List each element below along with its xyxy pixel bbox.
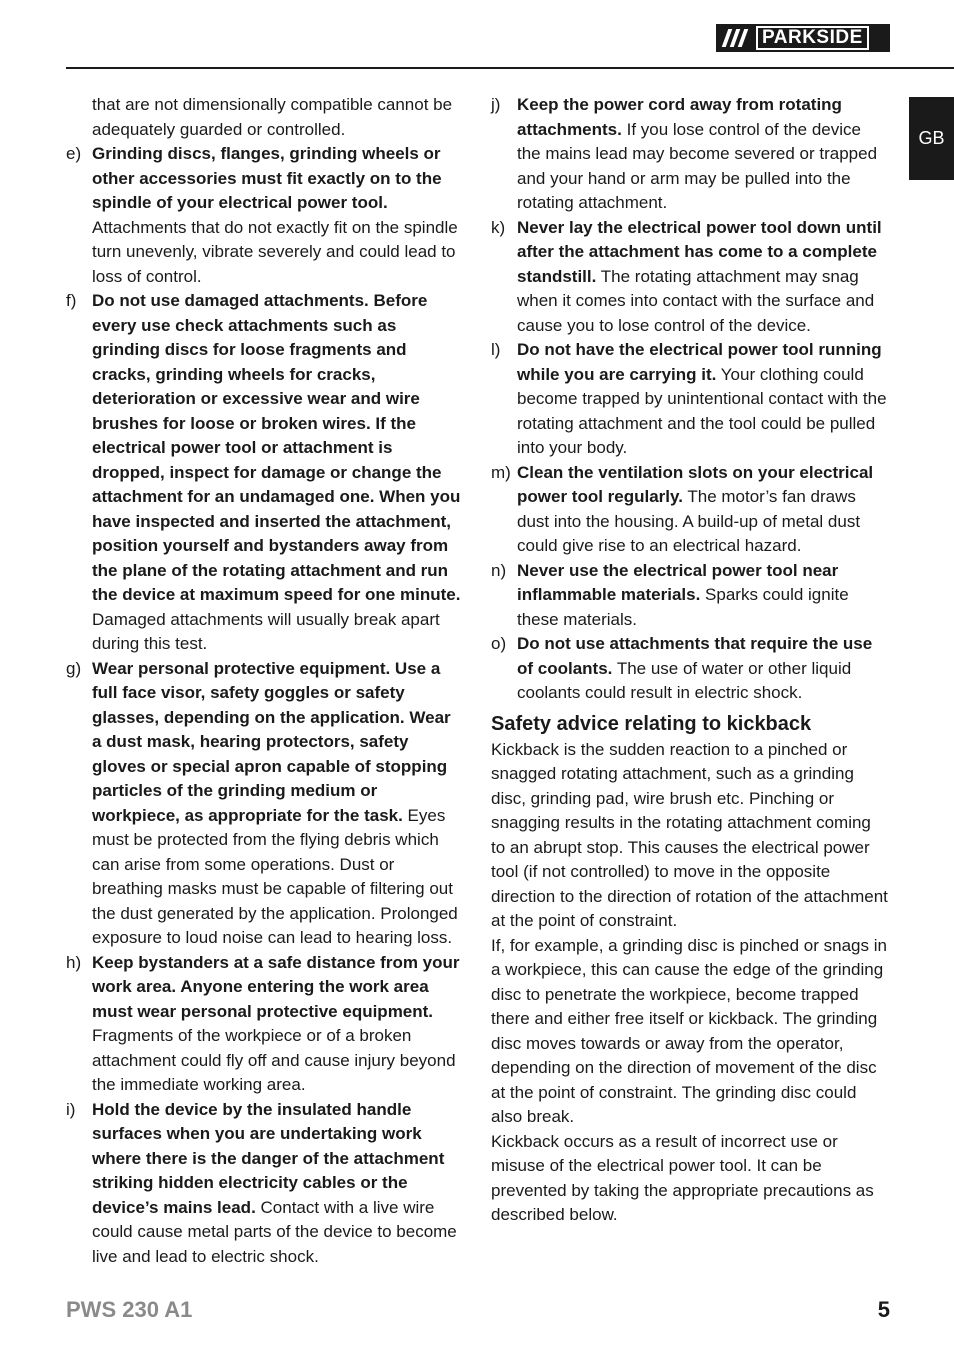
- item-normal-text: Fragments of the workpiece or of a broken attachment could fly off and cause injury beyond the immediate working area.: [92, 1026, 456, 1094]
- paragraph: Kickback is the sudden reaction to a pinched or snagged rotating attachment, such as a grinding disc, grinding pad, wire brush etc. Pinching or snagging results in the rotating attachment coming to an abrupt stop. This causes the electrical power tool (if not controlled) to move in the opposite direction to the direction of rotation of the attachment at the point of constraint.: [491, 739, 888, 930]
- item-marker: j): [491, 95, 501, 114]
- logo-slashes-icon: [716, 24, 754, 52]
- language-tab: GB: [909, 97, 954, 180]
- item-marker: n): [491, 560, 507, 580]
- item-normal-text: Sparks could ignite these materials.: [517, 585, 849, 629]
- item-bold-text: Do not use damaged attachments. Before every use check attachments such as grinding discs for loose fragments and cracks, grinding wheels for cracks, deterioration or excessive wear and wire brushes for loose or broken wires. If the electrical power tool or attachment is dropped, inspect for damage or change the attachment for an undamaged one. When you have inspected and inserted the attachment, position yourself and bystanders away from the plane of the rotating attachment and run the device at maximum speed for one minute.: [92, 291, 461, 604]
- model-number: PWS 230 A1: [66, 1297, 193, 1322]
- item-marker: f): [66, 291, 77, 310]
- section-heading: Safety advice relating to kickback: [491, 712, 812, 735]
- item-marker: o): [491, 634, 507, 653]
- item-marker: g): [66, 658, 82, 678]
- item-bold-text: Keep bystanders at a safe distance from your work area. Anyone entering the work area must wear personal protective equipment.: [92, 952, 460, 1021]
- list-item: [66, 657, 464, 951]
- list-item: [66, 951, 464, 1098]
- item-marker: l): [491, 340, 501, 359]
- list-item: [66, 289, 464, 657]
- page-number: 5: [877, 1297, 890, 1322]
- list-item: [491, 461, 889, 559]
- list-item: [66, 142, 464, 289]
- paragraph: If, for example, a grinding disc is pinched or snags in a workpiece, this can cause the edge of the grinding disc to penetrate the workpiece, become trapped there and either free itself or kickback. The grinding disc moves towards or away from the operator, depending on the direction of movement of the disc at the point of constraint. The grinding disc could also break.: [491, 935, 887, 1126]
- left-column: [66, 93, 464, 1269]
- header-rule: [66, 67, 954, 69]
- item-marker: e): [66, 144, 82, 163]
- list-item: [491, 559, 889, 633]
- item-normal-text: If you lose control of the device the mains lead may become severed or trapped and your hand or arm may be pulled into the rotating attachment.: [517, 119, 878, 212]
- item-normal-text: Contact with a live wire could cause metal parts of the device to become live and lead to electric shock.: [92, 1197, 457, 1266]
- list-item: [491, 338, 889, 461]
- item-bold-text: Keep the power cord away from rotating attachments.: [517, 95, 842, 139]
- item-bold-text: Grinding discs, flanges, grinding wheels or other accessories must fit exactly on to the spindle of your electrical power tool.: [92, 144, 442, 212]
- continuation-text: that are not dimensionally compatible cannot be adequately guarded or controlled.: [92, 95, 453, 139]
- item-marker: k): [491, 217, 506, 237]
- item-marker: i): [66, 1099, 76, 1119]
- item-normal-text: Damaged attachments will usually break apart during this test.: [92, 609, 440, 653]
- list-item: [491, 632, 889, 706]
- item-bold-text: Clean the ventilation slots on your electrical power tool regularly.: [517, 462, 874, 506]
- list-item: [66, 1098, 464, 1270]
- parkside-logo: [716, 24, 890, 52]
- paragraph: Kickback occurs as a result of incorrect use or misuse of the electrical power tool. It can be prevented by taking the appropriate precautions as described below.: [491, 1131, 874, 1224]
- right-column: [491, 93, 889, 1228]
- item-marker: h): [66, 952, 82, 972]
- item-marker: m): [491, 462, 511, 482]
- item-normal-text: The rotating attachment may snag when it comes into contact with the surface and cause you to lose control of the device.: [517, 266, 875, 335]
- list-item: [491, 216, 889, 339]
- item-normal-text: Attachments that do not exactly fit on the spindle turn unevenly, vibrate severely and could lead to loss of control.: [92, 217, 458, 286]
- item-normal-text: The use of water or other liquid coolants could result in electric shock.: [517, 658, 852, 702]
- item-bold-text: Never lay the electrical power tool down until after the attachment has come to a complete standstill.: [517, 217, 882, 286]
- item-bold-text: Hold the device by the insulated handle surfaces when you are undertaking work where there is the danger of the attachment striking hidden electricity cables or the device’s mains lead.: [92, 1099, 445, 1217]
- item-normal-text: Eyes must be protected from the flying debris which can arise from some operations. Dust or breathing masks must be capable of filtering out the dust generated by the application. Prolonged exposure to loud noise can lead to hearing loss.: [92, 805, 458, 947]
- item-bold-text: Do not use attachments that require the use of coolants.: [517, 634, 873, 678]
- brand-name: PARKSIDE: [756, 26, 869, 50]
- item-normal-text: The motor’s fan draws dust into the housing. A build-up of metal dust could give rise to an electrical hazard.: [517, 487, 861, 555]
- item-bold-text: Do not have the electrical power tool running while you are carrying it.: [517, 340, 882, 384]
- item-bold-text: Never use the electrical power tool near inflammable materials.: [517, 560, 839, 604]
- item-bold-text: Wear personal protective equipment. Use a full face visor, safety goggles or safety glasses, depending on the application. Wear a dust mask, hearing protectors, safety gloves or special apron capable of stopping particles of the grinding medium or workpiece, as appropriate for the task.: [92, 658, 451, 825]
- list-item: [491, 93, 889, 216]
- item-normal-text: Your clothing could become trapped by unintentional contact with the rotating attachment and the tool could be pulled into your body.: [517, 364, 887, 457]
